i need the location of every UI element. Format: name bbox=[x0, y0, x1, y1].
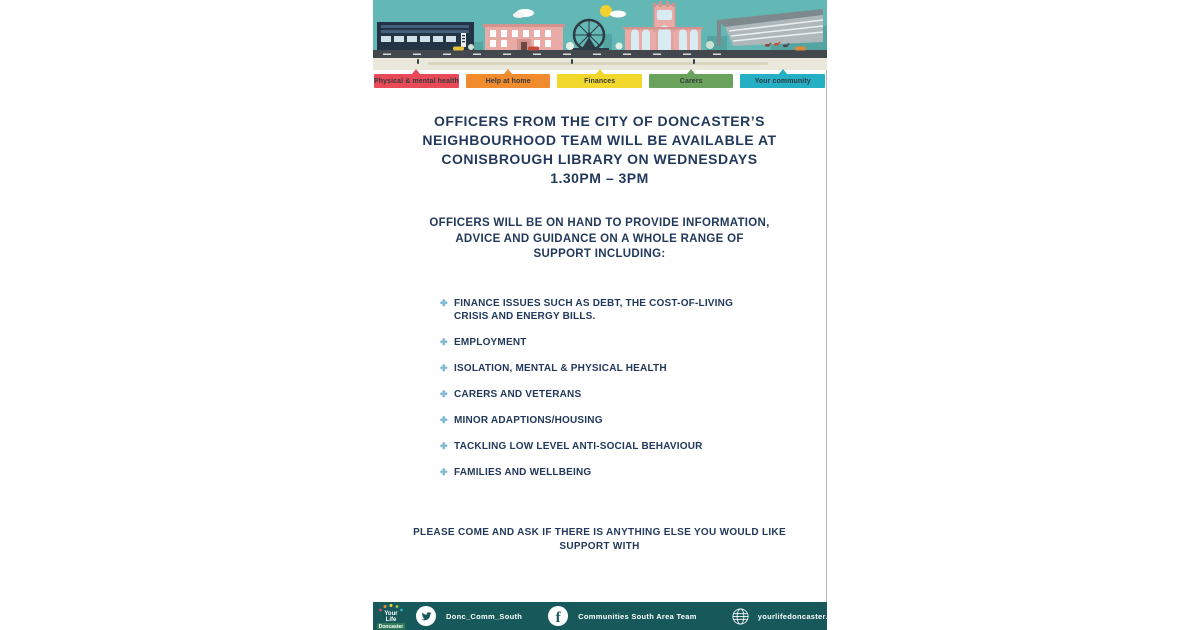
tab-pointer bbox=[779, 69, 787, 74]
logo-text-your: Your bbox=[384, 610, 398, 617]
logo-text-doncaster: Doncaster bbox=[378, 623, 404, 630]
cross-bullet-icon: ✤ bbox=[440, 440, 448, 451]
cross-bullet-icon: ✤ bbox=[440, 414, 448, 425]
facebook-page-name[interactable]: Communities South Area Team bbox=[578, 611, 697, 621]
category-tabs bbox=[373, 74, 826, 88]
globe-icon bbox=[731, 607, 750, 626]
your-life-doncaster-logo bbox=[376, 603, 406, 630]
cross-bullet-icon: ✤ bbox=[440, 336, 448, 347]
list-item bbox=[440, 362, 740, 375]
tab-label: Finances bbox=[584, 77, 616, 85]
main-heading bbox=[373, 112, 826, 188]
facebook-f-glyph: f bbox=[555, 609, 561, 626]
list-item bbox=[440, 466, 740, 479]
tab-label: Physical & mental health bbox=[374, 77, 459, 85]
heading-line: CONISBROUGH LIBRARY ON WEDNESDAYS bbox=[441, 151, 758, 167]
tab-carers[interactable] bbox=[649, 74, 734, 88]
support-list bbox=[373, 297, 826, 479]
tab-pointer bbox=[596, 69, 604, 74]
intro-line: SUPPORT INCLUDING: bbox=[533, 248, 666, 260]
facebook-icon[interactable] bbox=[548, 606, 568, 626]
heading-line: NEIGHBOURHOOD TEAM WILL BE AVAILABLE AT bbox=[422, 132, 777, 148]
twitter-handle[interactable]: Donc_Comm_South bbox=[446, 611, 523, 621]
cross-bullet-icon: ✤ bbox=[440, 362, 448, 373]
tab-pointer bbox=[687, 69, 695, 74]
list-item-text: FAMILIES AND WELLBEING bbox=[454, 466, 592, 478]
tab-physical-mental-health[interactable] bbox=[374, 74, 459, 88]
website-url[interactable]: yourlifedoncaster.co.uk bbox=[757, 611, 849, 621]
list-item-text: ISOLATION, MENTAL & PHYSICAL HEALTH bbox=[454, 362, 667, 374]
list-item bbox=[440, 297, 740, 323]
list-item bbox=[440, 388, 740, 401]
tab-help-at-home[interactable] bbox=[466, 74, 551, 88]
list-item bbox=[440, 414, 740, 427]
list-item-text: EMPLOYMENT bbox=[454, 336, 527, 348]
flyer-poster bbox=[373, 0, 849, 630]
list-item-text: FINANCE ISSUES SUCH AS DEBT, THE COST-OF-LIVING CRISIS AND ENERGY BILLS. bbox=[454, 297, 734, 322]
intro-line: OFFICERS WILL BE ON HAND TO PROVIDE INFORMATION, bbox=[429, 217, 770, 229]
list-item bbox=[440, 440, 740, 453]
heading-line: 1.30PM – 3PM bbox=[550, 170, 649, 186]
closing-line: PLEASE COME AND ASK IF THERE IS ANYTHING ELSE YOU WOULD LIKE bbox=[413, 526, 786, 538]
banner-cityscape bbox=[373, 0, 827, 70]
heading-line: OFFICERS FROM THE CITY OF DONCASTER’S bbox=[434, 113, 765, 129]
cityscape-illustration bbox=[373, 0, 827, 70]
tab-label: Help at home bbox=[485, 77, 531, 85]
flyer-content bbox=[373, 112, 826, 554]
tab-finances[interactable] bbox=[557, 74, 642, 88]
closing-line: SUPPORT WITH bbox=[559, 540, 640, 552]
list-item-text: CARERS AND VETERANS bbox=[454, 388, 582, 400]
intro-line: ADVICE AND GUIDANCE ON A WHOLE RANGE OF bbox=[455, 232, 744, 245]
list-item bbox=[440, 336, 740, 349]
list-item-text: TACKLING LOW LEVEL ANTI-SOCIAL BEHAVIOUR bbox=[454, 440, 703, 452]
logo-text-life: Life bbox=[385, 616, 397, 623]
cross-bullet-icon: ✤ bbox=[440, 388, 448, 399]
intro-text bbox=[373, 216, 826, 263]
tab-your-community[interactable] bbox=[740, 74, 825, 88]
cross-bullet-icon: ✤ bbox=[440, 297, 448, 308]
sun bbox=[600, 5, 612, 17]
cross-bullet-icon: ✤ bbox=[440, 466, 448, 477]
twitter-icon[interactable] bbox=[416, 606, 436, 626]
footer-bar bbox=[373, 602, 849, 630]
tab-label: Your community bbox=[754, 77, 811, 85]
tab-pointer bbox=[504, 69, 512, 74]
tab-pointer bbox=[412, 69, 420, 74]
mansion-house bbox=[483, 24, 565, 50]
list-item-text: MINOR ADAPTIONS/HOUSING bbox=[454, 414, 603, 426]
closing-text bbox=[405, 526, 795, 554]
tab-label: Carers bbox=[679, 77, 703, 85]
